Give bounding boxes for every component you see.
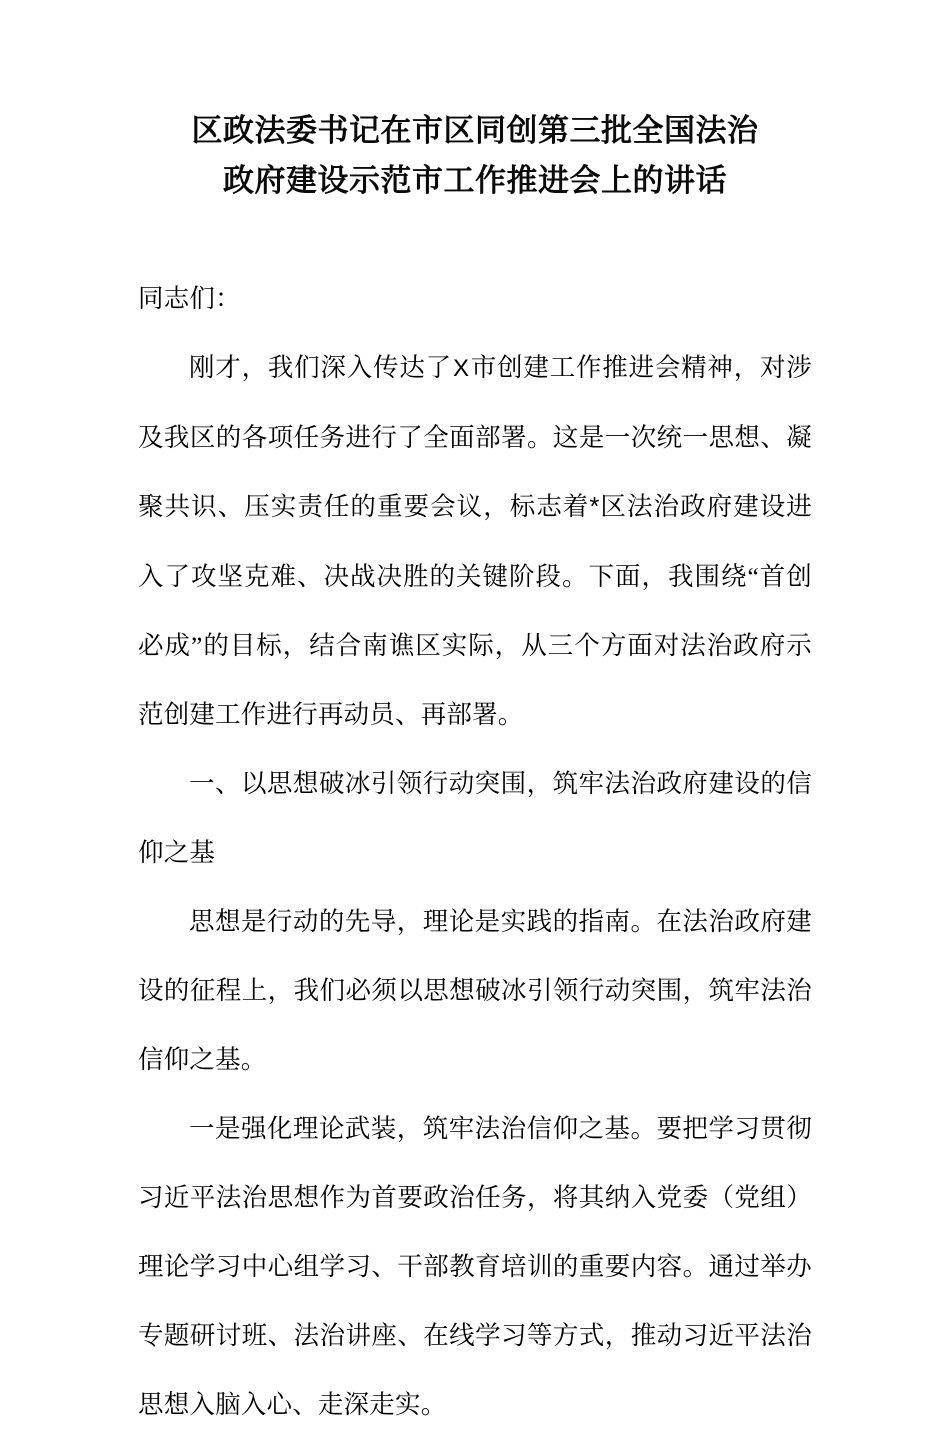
paragraph-section-one-intro: 思想是行动的先导，理论是实践的指南。在法治政府建设的征程上，我们必须以思想破冰引领行动突围，筑牢法治信仰之基。: [138, 907, 812, 1074]
paragraph-point-one: 一是强化理论武装，筑牢法治信仰之基。要把学习贯彻习近平法治思想作为首要政治任务，将其纳入党委（党组）理论学习中心组学习、干部教育培训的重要内容。通过举办专题研讨班、法治讲座、在线学习等方式，推动习近平法治思想入脑入心、走深走实。: [138, 1114, 812, 1419]
document-body: [138, 0, 812, 1439]
title-line-1: 区政法委书记在市区同创第三批全国法治: [191, 113, 759, 148]
redaction-asterisk: *: [589, 493, 600, 521]
placeholder-city-letter: X: [452, 355, 470, 382]
salutation: 同志们：: [138, 284, 241, 313]
page-title: [138, 0, 812, 206]
title-line-2: 政府建设示范市工作推进会上的讲话: [223, 163, 727, 198]
section-heading-one: 一、以思想破冰引领行动突围，筑牢法治政府建设的信仰之基: [138, 769, 812, 867]
paragraph-opening: 刚才，我们深入传达了X市创建工作推进会精神，对涉及我区的各项任务进行了全面部署。这是一次统一思想、凝聚共识、压实责任的重要会议，标志着*区法治政府建设进入了攻坚克难、决战决胜的关键阶段。下面，我围绕“首创必成”的目标，结合南谯区实际，从三个方面对法治政府示范创建工作进行再动员、再部署。: [138, 353, 812, 729]
